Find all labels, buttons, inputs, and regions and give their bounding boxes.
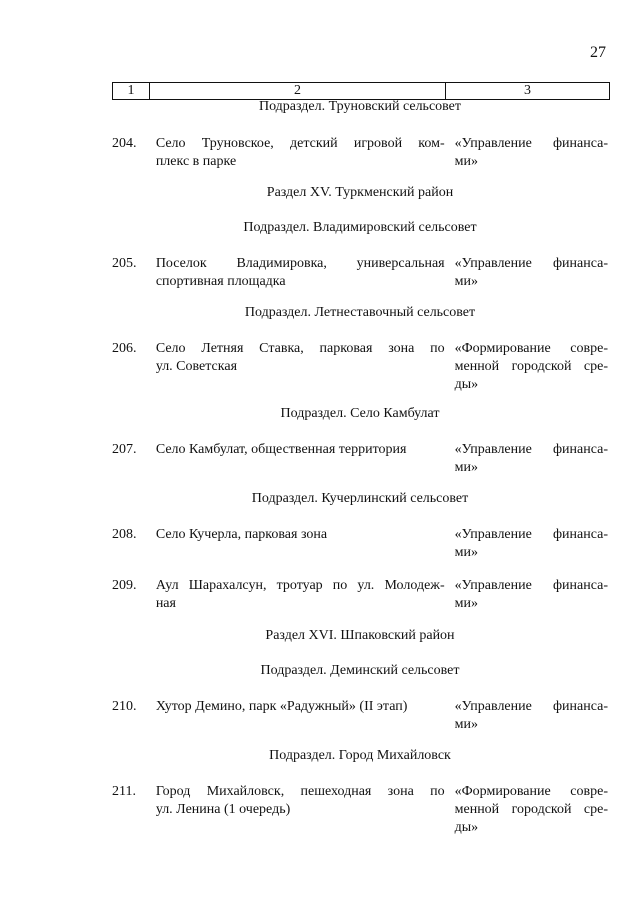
program-line: «Формирование совре- bbox=[454, 341, 608, 356]
subsection-heading: Подраздел. Труновский сельсовет bbox=[258, 99, 462, 114]
table-row-206 bbox=[112, 340, 608, 394]
program-line: ми» bbox=[454, 154, 478, 169]
program-line: «Управление финанса- bbox=[454, 699, 608, 714]
description-line: Поселок Владимировка, универсальная bbox=[155, 256, 445, 271]
row-description bbox=[156, 577, 445, 613]
header-col-2: 2 bbox=[150, 83, 446, 99]
row-description bbox=[156, 441, 445, 477]
description-line: ная bbox=[155, 596, 176, 611]
description-line: ул. Советская bbox=[155, 359, 238, 374]
row-program bbox=[455, 255, 608, 291]
program-line: «Управление финанса- bbox=[454, 256, 608, 271]
description-line: Село Кучерла, парковая зона bbox=[155, 527, 328, 542]
row-program bbox=[455, 698, 608, 734]
description-line: плекс в парке bbox=[155, 154, 237, 169]
row-number: 210. bbox=[112, 699, 137, 714]
program-line: «Управление финанса- bbox=[454, 442, 608, 457]
row-program bbox=[455, 526, 608, 562]
program-line: ми» bbox=[454, 717, 478, 732]
subsection-heading: Подраздел. Владимировский сельсовет bbox=[243, 220, 477, 235]
program-line: «Управление финанса- bbox=[454, 578, 608, 593]
table-header-row bbox=[112, 82, 610, 100]
subsection-heading: Подраздел. Деминский сельсовет bbox=[260, 663, 460, 678]
program-line: менной городской сре- bbox=[454, 359, 608, 374]
subsection-heading: Подраздел. Город Михайловск bbox=[269, 748, 451, 763]
table-row-211 bbox=[112, 783, 608, 837]
program-line: «Формирование совре- bbox=[454, 784, 608, 799]
row-description bbox=[156, 340, 445, 394]
program-line: менной городской сре- bbox=[454, 802, 608, 817]
row-program bbox=[455, 441, 608, 477]
program-line: ми» bbox=[454, 274, 478, 289]
description-line: Село Труновское, детский игровой ком- bbox=[155, 136, 445, 151]
row-number: 208. bbox=[112, 527, 137, 542]
program-line: «Управление финанса- bbox=[454, 527, 608, 542]
table-row-205 bbox=[112, 255, 608, 291]
table-row-204 bbox=[112, 135, 608, 171]
description-line: ул. Ленина (1 очередь) bbox=[155, 802, 291, 817]
subsection-heading: Подраздел. Село Камбулат bbox=[280, 406, 440, 421]
subsection-heading: Подраздел. Кучерлинский сельсовет bbox=[251, 491, 469, 506]
table-row-207 bbox=[112, 441, 608, 477]
row-program bbox=[455, 340, 608, 394]
program-line: ми» bbox=[454, 460, 478, 475]
row-description bbox=[156, 698, 445, 734]
row-description bbox=[156, 255, 445, 291]
program-line: ды» bbox=[454, 377, 479, 392]
row-description bbox=[156, 526, 445, 562]
section-heading: Раздел XV. Туркменский район bbox=[266, 185, 454, 200]
description-line: Село Летняя Ставка, парковая зона по bbox=[155, 341, 445, 356]
header-col-3: 3 bbox=[524, 83, 531, 98]
description-line: Аул Шарахалсун, тротуар по ул. Молодеж- bbox=[155, 578, 445, 593]
program-line: ми» bbox=[454, 596, 478, 611]
section-heading: Раздел XVI. Шпаковский район bbox=[265, 628, 455, 643]
table-row-209 bbox=[112, 577, 608, 613]
row-number: 211. bbox=[112, 784, 136, 799]
table-row-208 bbox=[112, 526, 608, 562]
header-col-1: 1 bbox=[113, 83, 150, 99]
description-line: спортивная площадка bbox=[155, 274, 286, 289]
program-line: «Управление финанса- bbox=[454, 136, 608, 151]
description-line: Город Михайловск, пешеходная зона по bbox=[155, 784, 445, 799]
row-number: 205. bbox=[112, 256, 137, 271]
row-program bbox=[455, 577, 608, 613]
page-number: 27 bbox=[590, 44, 606, 61]
row-program bbox=[455, 783, 608, 837]
row-program bbox=[455, 135, 608, 171]
description-line: Хутор Демино, парк «Радужный» (II этап) bbox=[155, 699, 408, 714]
row-description bbox=[156, 135, 445, 171]
table-row-210 bbox=[112, 698, 608, 734]
row-number: 206. bbox=[112, 341, 137, 356]
program-line: ды» bbox=[454, 820, 479, 835]
row-number: 207. bbox=[112, 442, 137, 457]
row-description bbox=[156, 783, 445, 837]
row-number: 204. bbox=[112, 136, 137, 151]
program-line: ми» bbox=[454, 545, 478, 560]
description-line: Село Камбулат, общественная территория bbox=[155, 442, 407, 457]
subsection-heading: Подраздел. Летнеставочный сельсовет bbox=[244, 305, 476, 320]
row-number: 209. bbox=[112, 578, 137, 593]
